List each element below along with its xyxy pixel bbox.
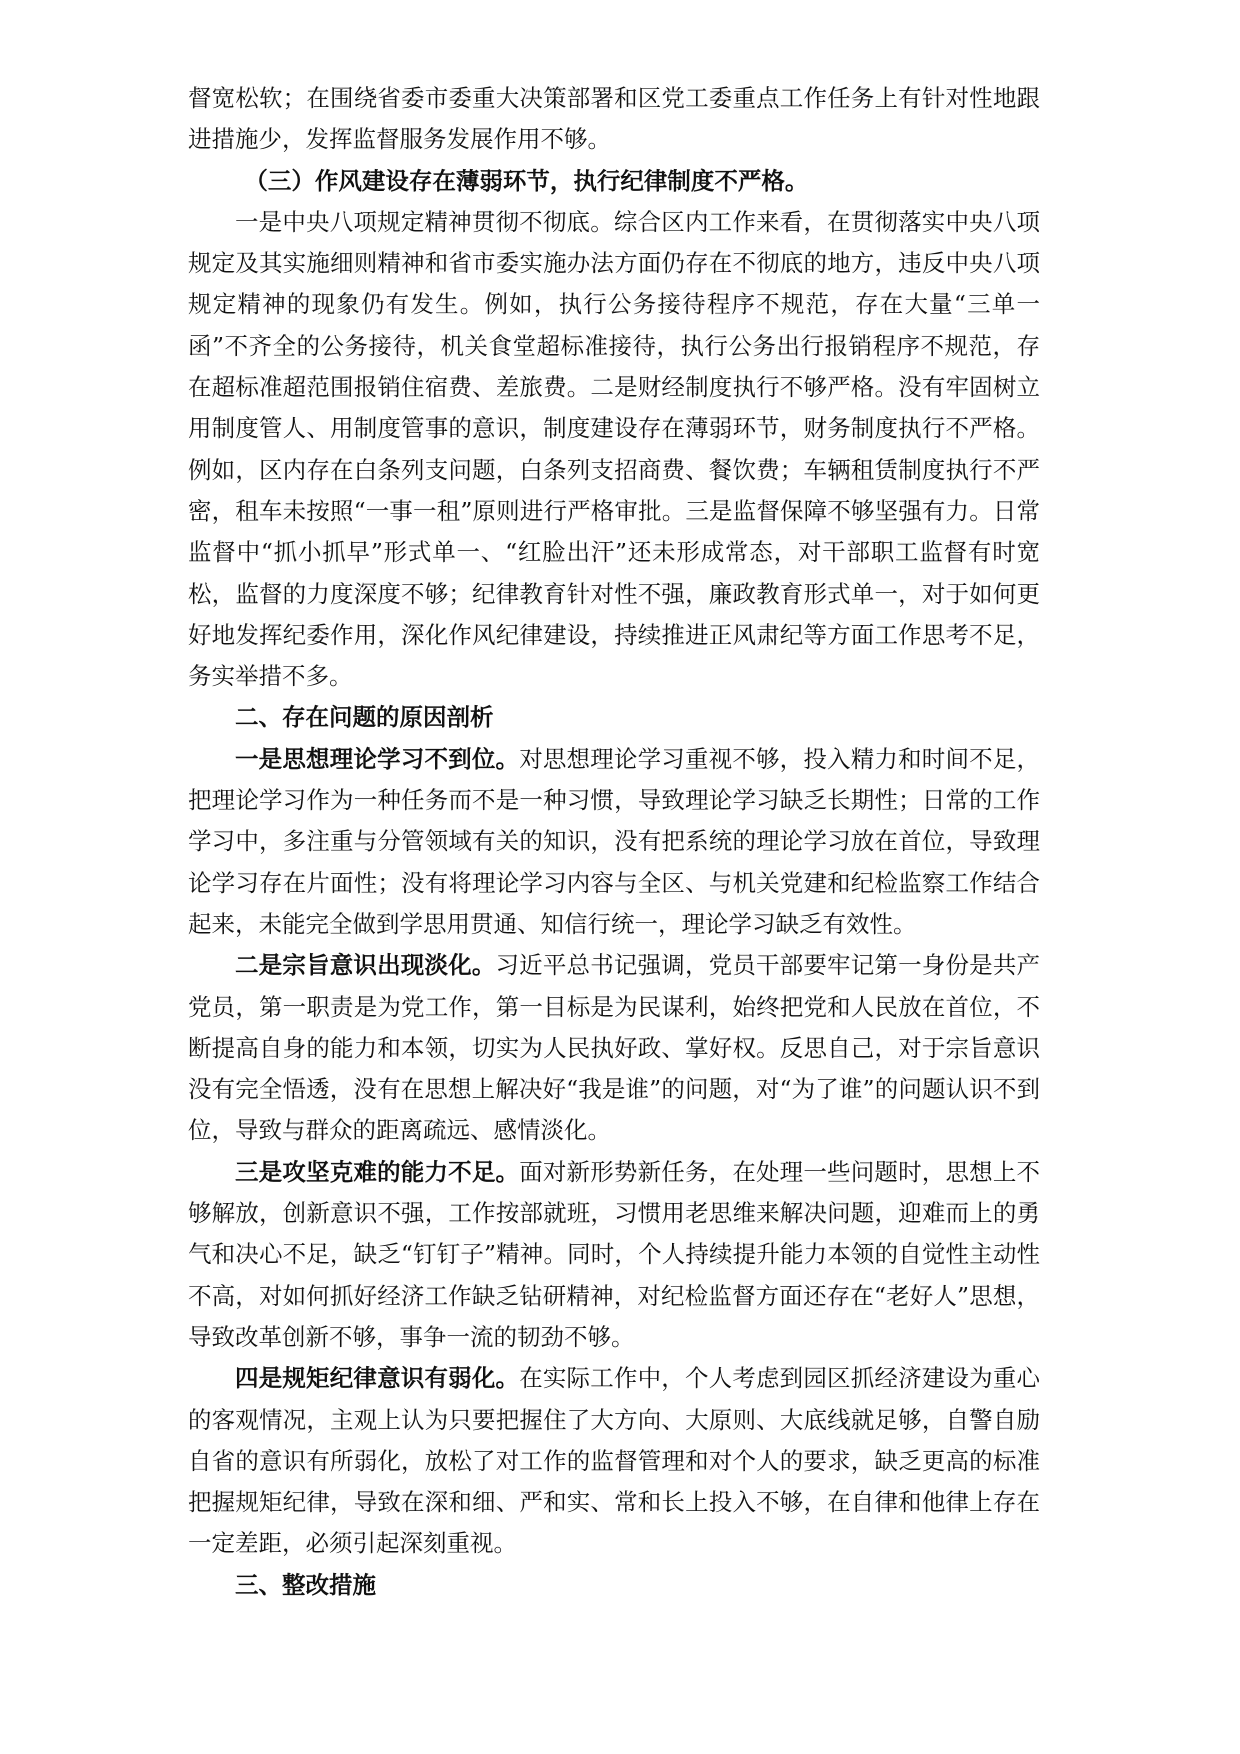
reason-lead: 一是思想理论学习不到位。 [235,744,520,773]
reason-paragraph-1 [188,739,1040,945]
reason-paragraph-3 [188,1152,1040,1358]
reason-lead: 二是宗旨意识出现淡化。 [235,951,496,980]
reason-text: 在实际工作中，个人考虑到园区抓经济建设为重心的客观情况，主观上认为只要把握住了大方向、大原则、大底线就足够，自警自励自省的意识有所弱化，放松了对工作的监督管理和对个人的要求，缺乏更高的标准把握规矩纪律，导致在深和细、严和实、常和长上投入不够，在自律和他律上存在一定差距，必须引起深刻重视。 [188,1364,1041,1558]
reason-paragraph-2 [188,945,1040,1151]
part-3-title: 三、整改措施 [235,1570,376,1599]
reason-text: 对思想理论学习重视不够，投入精力和时间不足，把理论学习作为一种任务而不是一种习惯，导致理论学习缺乏长期性；日常的工作学习中，多注重与分管领域有关的知识，没有把系统的理论学习放在首位，导致理论学习存在片面性；没有将理论学习内容与全区、与机关党建和纪检监察工作结合起来，未能完全做到学思用贯通、知信行统一，理论学习缺乏有效性。 [188,744,1041,938]
reason-lead: 四是规矩纪律意识有弱化。 [235,1364,520,1393]
reason-paragraph-4 [188,1358,1040,1564]
continuation-paragraph: 督宽松软；在围绕省委市委重大决策部署和区党工委重点工作任务上有针对性地跟进措施少，发挥监督服务发展作用不够。 [188,84,1040,154]
reason-lead: 三是攻坚克难的能力不足。 [235,1157,520,1186]
section-3-body: 一是中央八项规定精神贯彻不彻底。综合区内工作来看，在贯彻落实中央八项规定及其实施细则精神和省市委实施办法方面仍存在不彻底的地方，违反中央八项规定精神的现象仍有发生。例如，执行公务接待程序不规范，存在大量“三单一函”不齐全的公务接待，机关食堂超标准接待，执行公务出行报销程序不规范，存在超标准超范围报销住宿费、差旅费。二是财经制度执行不够严格。没有牢固树立用制度管人、用制度管事的意识，制度建设存在薄弱环节，财务制度执行不严格。例如，区内存在白条列支问题，白条列支招商费、餐饮费；车辆租赁制度执行不严密，租车未按照“一事一租”原则进行严格审批。三是监督保障不够坚强有力。日常监督中“抓小抓早”形式单一、“红脸出汗”还未形成常态，对干部职工监督有时宽松，监督的力度深度不够；纪律教育针对性不强，廉政教育形式单一，对于如何更好地发挥纪委作用，深化作风纪律建设，持续推进正风肃纪等方面工作思考不足，务实举措不多。 [188,207,1040,691]
document-page [188,78,1040,1606]
part-2-title: 二、存在问题的原因剖析 [235,703,494,732]
reason-text: 习近平总书记强调，党员干部要牢记第一身份是共产党员，第一职责是为党工作，第一目标是为民谋利，始终把党和人民放在首位，不断提高自身的能力和本领，切实为人民执好政、掌好权。反思自己，对于宗旨意识没有完全悟透，没有在思想上解决好“我是谁”的问题，对“为了谁”的问题认识不到位，导致与群众的距离疏远、感情淡化。 [188,951,1040,1145]
reason-text: 面对新形势新任务，在处理一些问题时，思想上不够解放，创新意识不强，工作按部就班，习惯用老思维来解决问题，迎难而上的勇气和决心不足，缺乏“钉钉子”精神。同时，个人持续提升能力本领的自觉性主动性不高，对如何抓好经济工作缺乏钻研精神，对纪检监督方面还存在“老好人”思想，导致改革创新不够，事争一流的韧劲不够。 [188,1157,1041,1351]
section-3-title: （三）作风建设存在薄弱环节，执行纪律制度不严格。 [244,166,809,195]
